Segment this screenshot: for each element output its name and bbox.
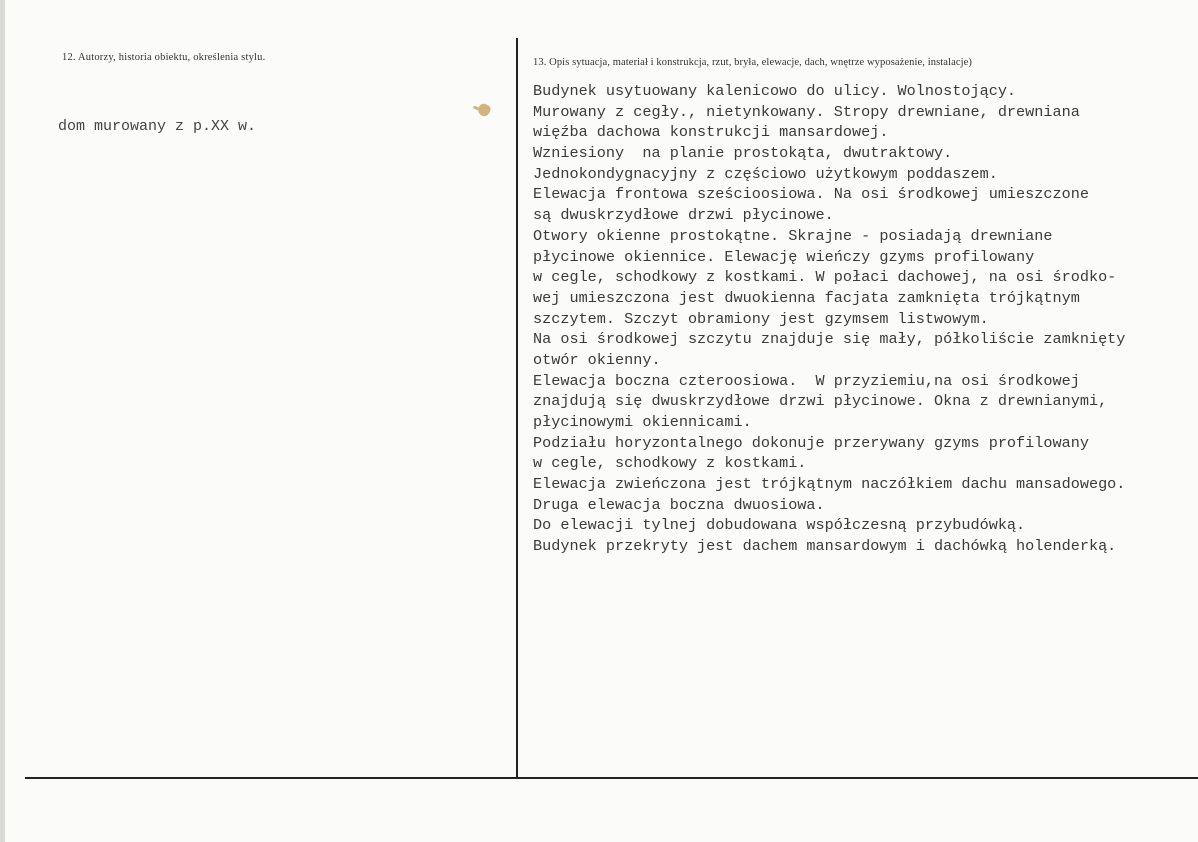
stain-mark (476, 102, 492, 118)
description-line: są dwuskrzydłowe drzwi płycinowe. (533, 206, 834, 225)
description-line: Elewacja zwieńczona jest trójkątnym naczółkiem dachu mansadowego. (533, 475, 1126, 494)
description-line: wej umieszczona jest dwuokienna facjata zamknięta trójkątnym (533, 288, 1080, 307)
section-13-header: 13. Opis sytuacja, materiał i konstrukcja, rzut, bryła, elewacje, dach, wnętrze wyposażenie, instalacje) (533, 57, 972, 68)
description-line: Druga elewacja boczna dwuosiowa. (533, 495, 825, 514)
description-line: Podziału horyzontalnego dokonuje przerywany gzyms profilowany (533, 433, 1089, 452)
description-line: płycinowymi okiennicami. (533, 413, 752, 431)
description-text (533, 81, 1125, 557)
description-line: szczytem. Szczyt obramiony jest gzymsem listwowym. (533, 309, 989, 328)
description-line: w cegle, schodkowy z kostkami. W połaci dachowej, na osi środko- (533, 268, 1117, 287)
description-line: Elewacja boczna czteroosiowa. W przyziemiu,na osi środkowej (533, 371, 1080, 390)
bottom-rule (25, 777, 1198, 779)
authors-history-text: dom murowany z p.XX w. (58, 118, 257, 135)
description-line: płycinowe okiennice. Elewację wieńczy gzyms profilowany (533, 247, 1035, 266)
description-line: więźba dachowa konstrukcji mansardowej. (533, 123, 889, 142)
description-line: otwór okienny. (533, 350, 661, 369)
section-12-header: 12. Autorzy, historia obiektu, określenia stylu. (62, 52, 266, 63)
description-line: Na osi środkowej szczytu znajduje się mały, półkoliście zamknięty (533, 330, 1126, 349)
description-line: znajdują się dwuskrzydłowe drzwi płycinowe. Okna z drewnianymi, (533, 392, 1108, 411)
description-line: w cegle, schodkowy z kostkami. (533, 454, 807, 473)
description-line: Budynek usytuowany kalenicowo do ulicy. Wolnostojący. (533, 82, 1017, 100)
description-line: Elewacja frontowa sześcioosiowa. Na osi środkowej umieszczone (533, 185, 1089, 204)
description-line: Budynek przekryty jest dachem mansardowym i dachówką holenderką. (533, 537, 1117, 556)
page-edge (0, 0, 5, 842)
description-line: Wzniesiony na planie prostokąta, dwutraktowy. (533, 144, 953, 163)
column-divider (516, 38, 518, 778)
description-line: Otwory okienne prostokątne. Skrajne - posiadają drewniane (533, 226, 1053, 245)
description-line: Murowany z cegły., nietynkowany. Stropy drewniane, drewniana (533, 102, 1080, 121)
description-line: Do elewacji tylnej dobudowana współczesną przybudówką. (533, 516, 1026, 535)
description-line: Jednokondygnacyjny z częściowo użytkowym poddaszem. (533, 164, 998, 183)
